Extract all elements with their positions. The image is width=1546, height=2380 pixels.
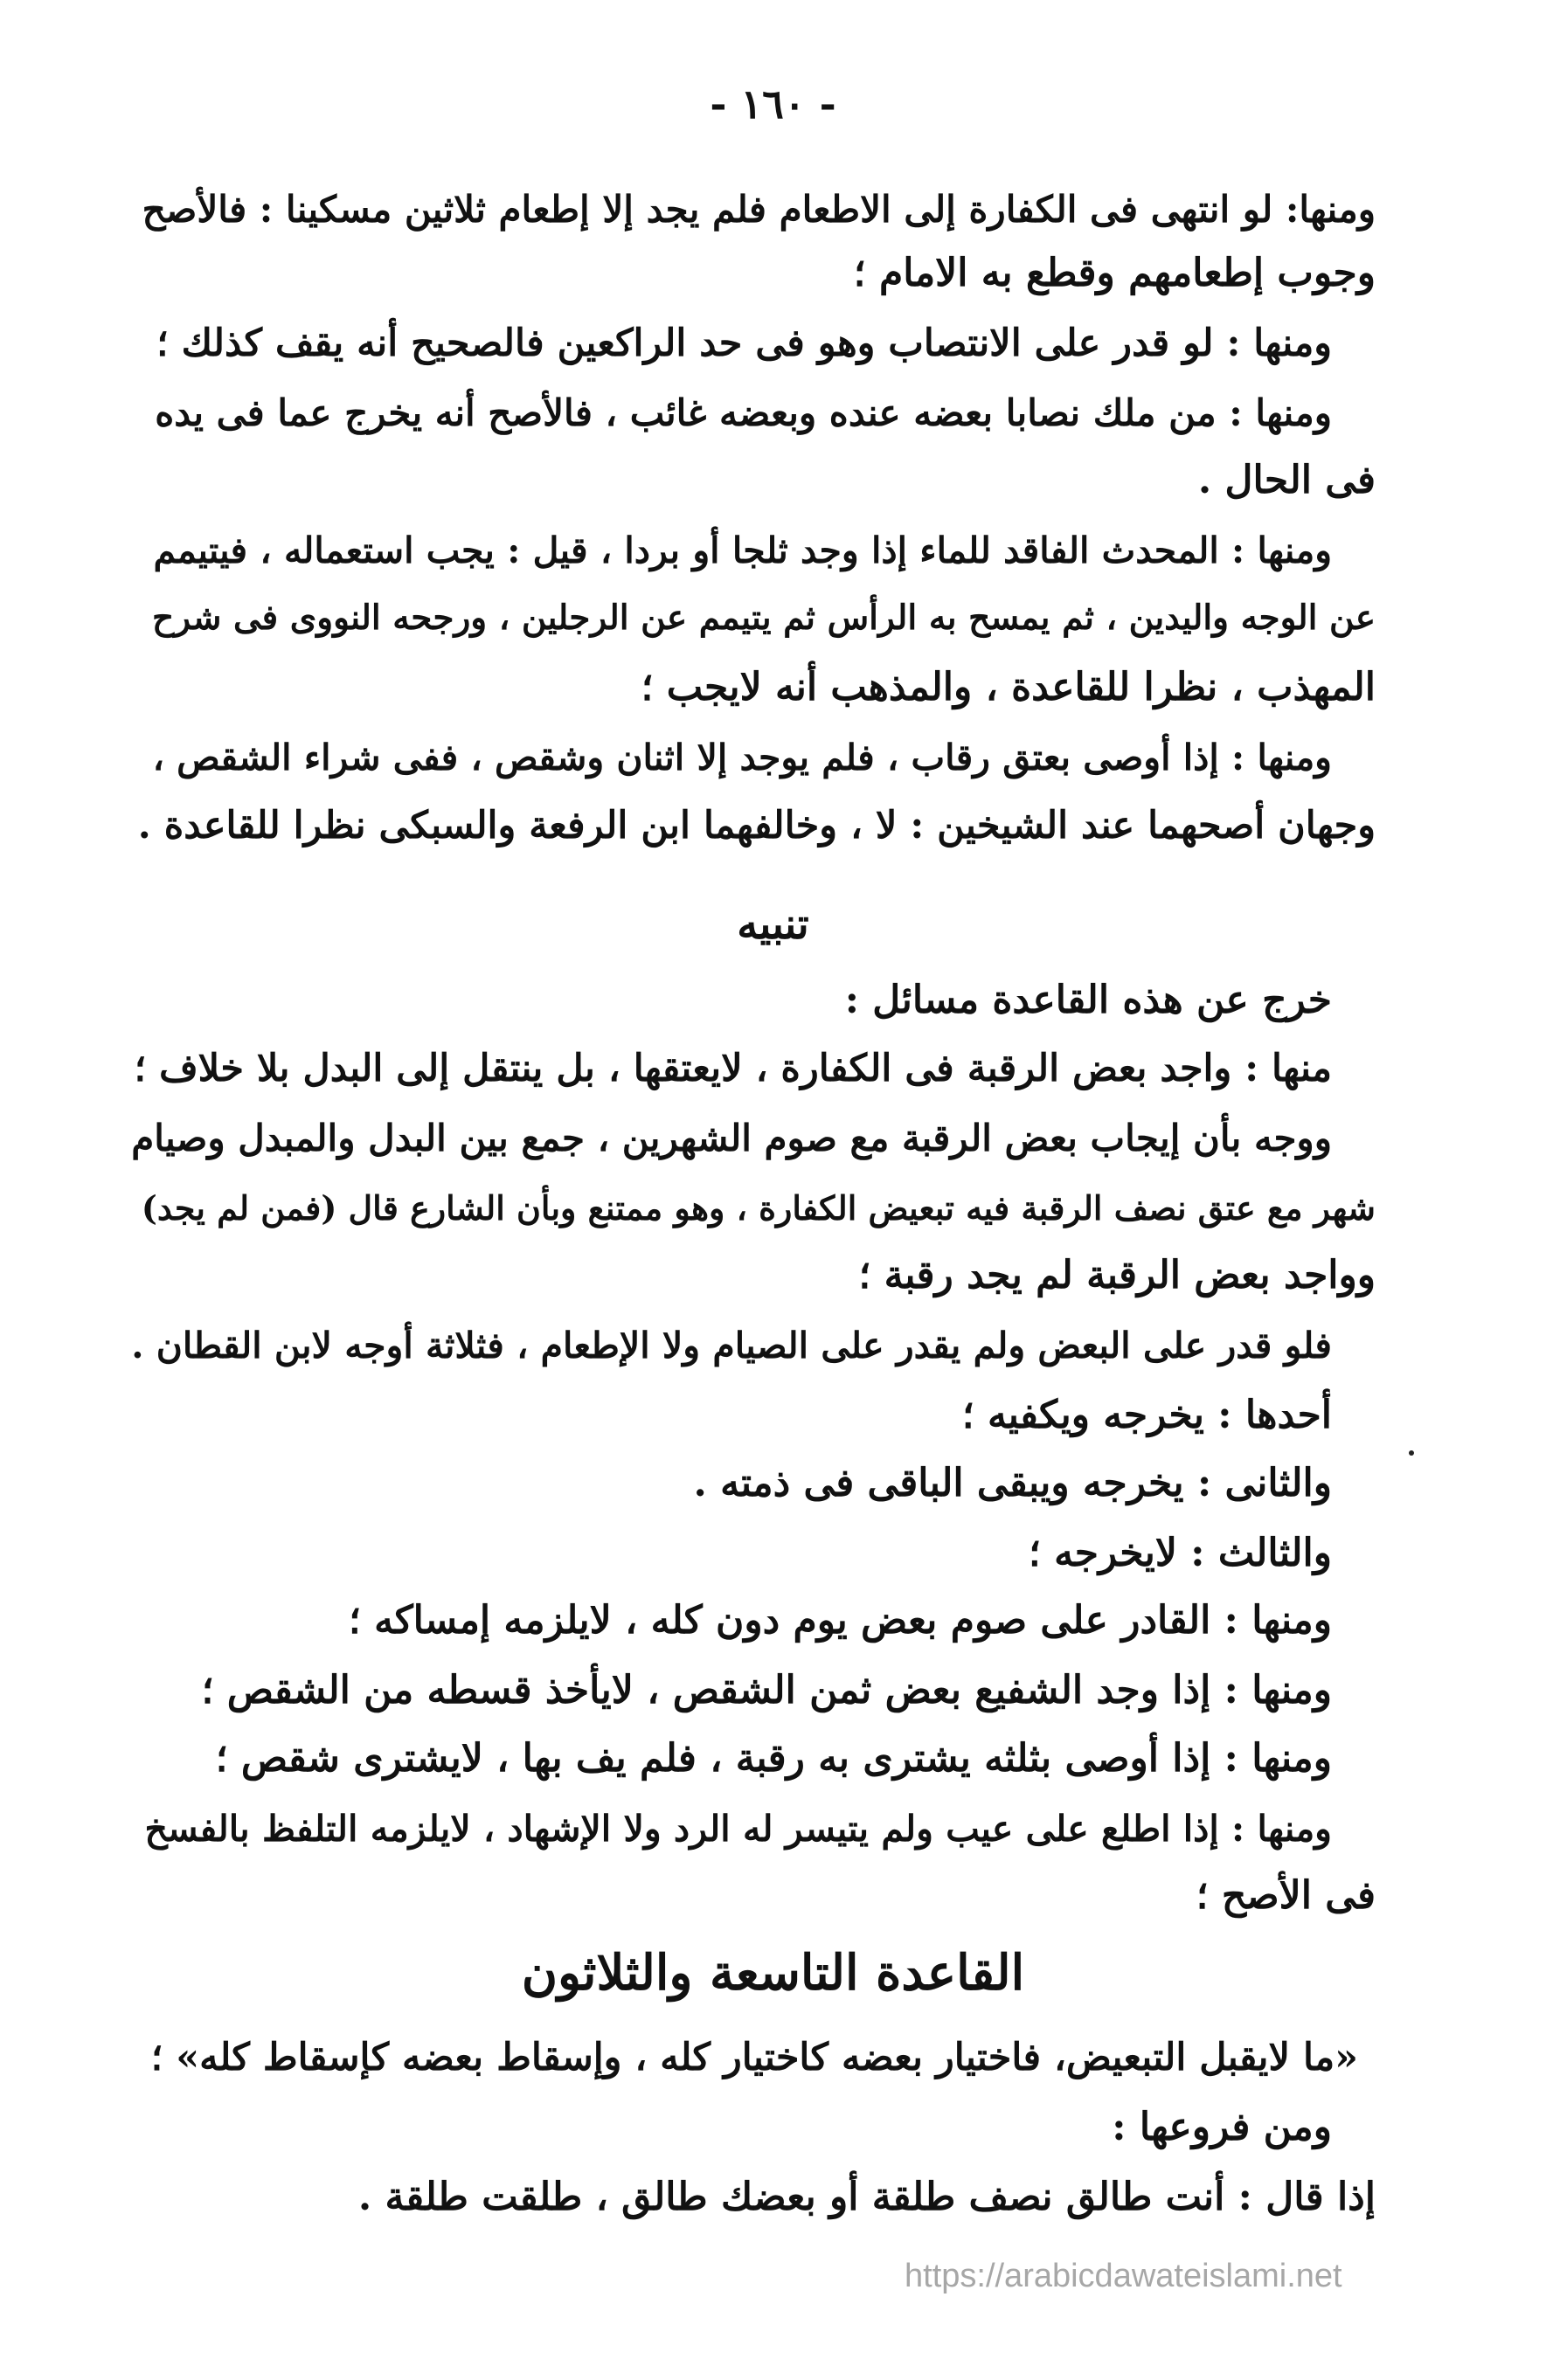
text-line: وواجد بعض الرقبة لم يجد رقبة ؛ <box>858 1253 1376 1297</box>
text-line: ومن فروعها : <box>1112 2105 1332 2149</box>
text-line: ومنها : القادر على صوم بعض يوم دون كله ، لايلزمه إمساكه ؛ <box>348 1598 1332 1643</box>
stray-ink-dot <box>1409 1450 1414 1456</box>
text-line: ووجه بأن إيجاب بعض الرقبة مع صوم الشهرين ، جمع بين البدل والمبدل وصيام <box>131 1117 1332 1159</box>
rule-heading: القاعدة التاسعة والثلاثون <box>521 1944 1025 2002</box>
text-line: إذا قال : أنت طالق نصف طلقة أو بعضك طالق ، طلقت طلقة . <box>357 2175 1376 2219</box>
text-line: ومنها : إذا اطلع على عيب ولم يتيسر له الرد ولا الإشهاد ، لايلزمه التلفظ بالفسخ <box>144 1808 1332 1850</box>
text-line: ومنها : إذا وجد الشفيع بعض ثمن الشقص ، لايأخذ قسطه من الشقص ؛ <box>201 1668 1332 1712</box>
text-line: والثانى : يخرجه ويبقى الباقى فى ذمته . <box>693 1461 1332 1505</box>
section-heading: تنبيه <box>737 900 809 949</box>
text-line: فلو قدر على البعض ولم يقدر على الصيام ولا الإطعام ، فثلاثة أوجه لابن القطان . <box>131 1325 1332 1366</box>
text-line: المهذب ، نظرا للقاعدة ، والمذهب أنه لايجب ؛ <box>641 665 1376 709</box>
text-line: منها : واجد بعض الرقبة فى الكفارة ، لايعتقها ، بل ينتقل إلى البدل بلا خلاف ؛ <box>134 1047 1332 1090</box>
text-line: فى الحال . <box>1197 458 1376 502</box>
text-line: ومنها : إذا أوصى بعتق رقاب ، فلم يوجد إلا اثنان وشقص ، ففى شراء الشقص ، <box>152 737 1332 778</box>
text-line: ومنها : إذا أوصى بثلثه يشترى به رقبة ، فلم يف بها ، لايشترى شقص ؛ <box>215 1736 1332 1781</box>
text-line: ومنها: لو انتهى فى الكفارة إلى الاطعام فلم يجد إلا إطعام ثلاثين مسكينا : فالأصح <box>142 188 1376 231</box>
text-line: وجهان أصحهما عند الشيخين : لا ، وخالفهما ابن الرفعة والسبكى نظرا للقاعدة . <box>137 804 1376 848</box>
text-line: وجوب إطعامهم وقطع به الامام ؛ <box>853 251 1376 295</box>
text-line: أحدها : يخرجه ويكفيه ؛ <box>961 1393 1332 1437</box>
text-line: ومنها : المحدث الفاقد للماء إذا وجد ثلجا أو بردا ، قيل : يجب استعماله ، فيتيمم <box>153 529 1332 571</box>
text-line: والثالث : لايخرجه ؛ <box>1028 1531 1332 1575</box>
website-watermark: https://arabicdawateislami.net <box>905 2258 1342 2294</box>
text-line: عن الوجه واليدين ، ثم يمسح به الرأس ثم يتيمم عن الرجلين ، ورجحه النووى فى شرح <box>152 598 1376 638</box>
text-line: شهر مع عتق نصف الرقبة فيه تبعيض الكفارة ، وهو ممتنع وبأن الشارع قال (فمن لم يجد) <box>141 1188 1376 1228</box>
page-number: - ١٦٠ - <box>710 80 836 128</box>
text-line: خرج عن هذه القاعدة مسائل : <box>844 978 1332 1022</box>
text-line: ومنها : من ملك نصابا بعضه عنده وبعضه غائب ، فالأصح أنه يخرج عما فى يده <box>155 391 1332 434</box>
text-line: ومنها : لو قدر على الانتصاب وهو فى حد الراكعين فالصحيح أنه يقف كذلك ؛ <box>156 322 1332 365</box>
text-line: فى الأصح ؛ <box>1196 1873 1376 1918</box>
text-line: «ما لايقبل التبعيض، فاختيار بعضه كاختيار كله ، وإسقاط بعضه كإسقاط كله» ؛ <box>150 2036 1358 2079</box>
